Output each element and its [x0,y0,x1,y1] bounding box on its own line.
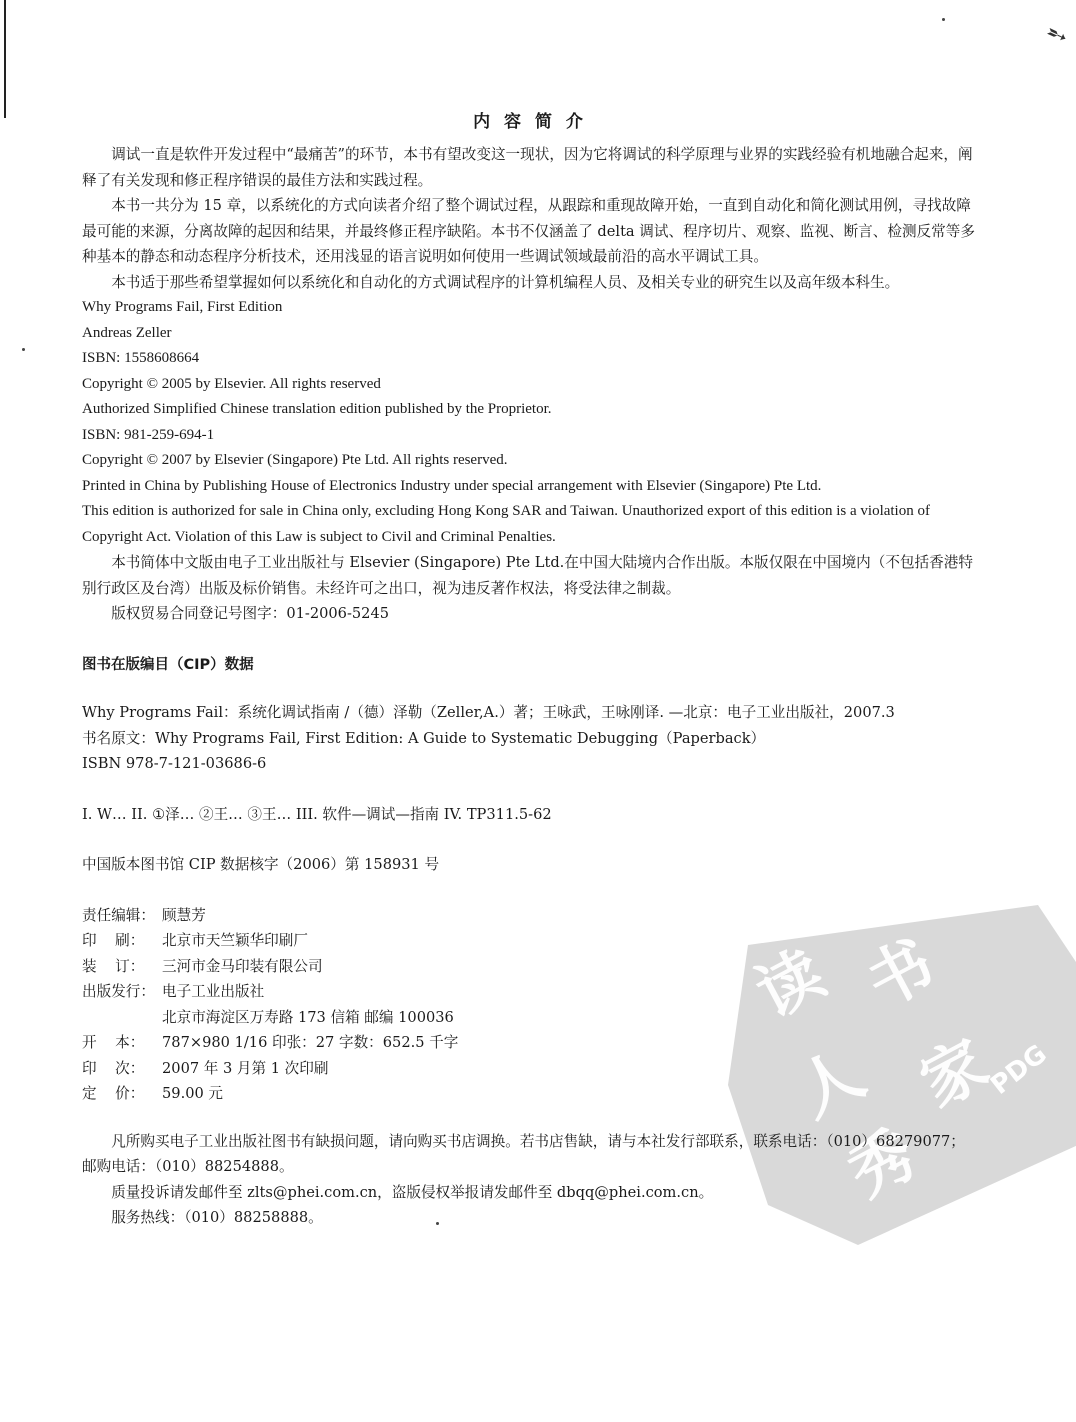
detail-row [82,903,978,929]
detail-row [82,1081,978,1107]
detail-row [82,979,978,1005]
watermark-char: 家 [908,1025,1001,1122]
detail-value: 顾慧芳 [162,906,206,924]
detail-value: 三河市金马印装有限公司 [162,957,323,975]
reprint-isbn: ISBN: 981-259-694-1 [82,426,215,443]
detail-value: 59.00 元 [162,1085,224,1102]
intro-paragraph: 本书适于那些希望掌握如何以系统化和自动化的方式调试程序的计算机编程人员、及相关专业的研究生以及高年级本科生。 [111,273,900,291]
sale-restriction: This edition is authorized for sale in China only, excluding Hong Kong SAR and Taiwan. Unauthorized export of this edition is a violation of Copyright Act. Violation of this Law is subject to Civil and Criminal Penalties. [82,503,930,545]
watermark-char: 人 [784,1035,877,1132]
printing-line: Printed in China by Publishing House of Electronics Industry under special arrangement with Elsevier (Singapore) Pte Ltd. [82,477,822,494]
chinese-edition-notice: 本书简体中文版由电子工业出版社与 Elsevier (Singapore) Pte Ltd.在中国大陆境内合作出版。本版仅限在中国境内（不包括香港特别行政区及台湾）出版及标价销售。未经许可之出口，视为违反著作权法，将受法律之制裁。 [82,554,973,597]
scan-corner-mark: ➴ [1041,17,1073,53]
detail-key [82,1005,162,1031]
detail-key: 定 价： [82,1085,145,1102]
detail-row [82,1030,978,1056]
detail-row [82,954,978,980]
detail-value: 电子工业出版社 [162,983,265,1000]
detail-value: 787×980 1/16 印张：27 字数：652.5 千字 [162,1034,459,1051]
copyright-registration: 版权贸易合同登记号图字：01-2006-5245 [111,605,390,622]
detail-key: 出版发行： [82,983,155,1000]
detail-row [82,1056,978,1082]
intro-paragraph: 本书一共分为 15 章，以系统化的方式向读者介绍了整个调试过程，从跟踪和重现故障开始，一直到自动化和简化测试用例，寻找故障最可能的来源，分离故障的起因和结果，并最终修正程序缺陷。本书不仅涵盖了 delta 调试、程序切片、观察、监视、断言、检测反常等多种基本的静态和动态程序分析技术，还用浅显的语言说明如何使用一些调试领域最前沿的高水平调试工具。 [82,197,975,265]
detail-row [82,1005,978,1031]
detail-value: 2007 年 3 月第 1 次印刷 [162,1059,329,1077]
pdg-logo: PDG [985,1039,1053,1101]
footer-notice: 凡所购买电子工业出版社图书有缺损问题，请向购买书店调换。若书店售缺，请与本社发行部联系，联系电话：（010）68279077；邮购电话：（010）88254888。 [82,1132,965,1175]
detail-key: 责任编辑： [82,906,155,924]
watermark-char: 秀 [836,1115,929,1212]
original-author: Andreas Zeller [82,324,172,341]
page-body [82,108,978,1231]
publication-details [82,903,978,1107]
cip-isbn: ISBN 978-7-121-03686-6 [82,755,267,772]
copyright-line: Copyright © 2005 by Elsevier. All rights reserved [82,375,381,392]
footer-hotline: 服务热线：（010）88258888。 [111,1209,323,1226]
cip-library-number: 中国版本图书馆 CIP 数据核字（2006）第 158931 号 [82,856,440,873]
detail-row [82,928,978,954]
scan-speck [942,18,945,21]
authorization-line: Authorized Simplified Chinese translation edition published by the Proprietor. [82,401,552,417]
copyright-line: Copyright © 2007 by Elsevier (Singapore) Pte Ltd. All rights reserved. [82,452,508,468]
detail-value: 北京市海淀区万寿路 173 信箱 邮编 100036 [162,1008,454,1026]
footer-email-line: 质量投诉请发邮件至 zlts@phei.com.cn，盗版侵权举报请发邮件至 dbqq@phei.com.cn。 [111,1183,714,1201]
watermark-char: 书 [854,925,947,1022]
detail-key: 印 刷： [82,932,145,949]
detail-key: 开 本： [82,1034,145,1051]
scan-speck [22,348,25,351]
original-title: Why Programs Fail, First Edition [82,299,283,315]
cip-record: Why Programs Fail：系统化调试指南 /（德）泽勒（Zeller,A.）著；王咏武，王咏刚译. —北京：电子工业出版社，2007.3 [82,704,895,721]
watermark-char: 读 [744,935,837,1032]
intro-paragraph: 调试一直是软件开发过程中“最痛苦”的环节，本书有望改变这一现状，因为它将调试的科学原理与业界的实践经验有机地融合起来，阐释了有关发现和修正程序错误的最佳方法和实践过程。 [82,146,973,189]
cip-heading: 图书在版编目（CIP）数据 [82,656,254,673]
cip-original-title: 书名原文：Why Programs Fail, First Edition: A Guide to Systematic Debugging（Paperback） [82,729,766,747]
detail-key: 装 订： [82,957,145,975]
original-isbn: ISBN: 1558608664 [82,350,200,366]
detail-value: 北京市天竺颖华印刷厂 [162,932,308,949]
detail-key: 印 次： [82,1059,145,1077]
page-title: 内 容 简 介 [473,112,587,132]
scan-edge-line [4,0,6,118]
cip-classification: I. W… II. ①泽… ②王… ③王… III. 软件—调试—指南 IV. TP311.5-62 [82,805,552,823]
